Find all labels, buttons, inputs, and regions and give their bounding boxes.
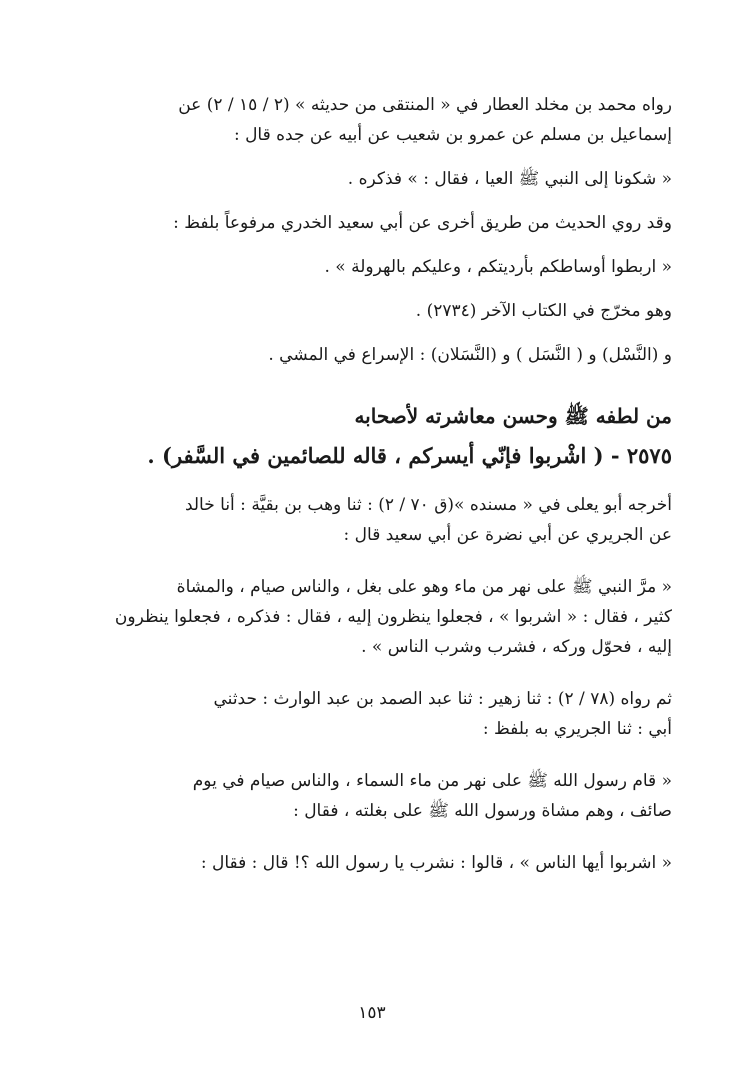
quotation-line: صائف ، وهم مشاة ورسول الله ﷺ على بغلته ، فقال : xyxy=(293,801,672,821)
quotation-line: « مرَّ النبي ﷺ على نهر من ماء وهو على بغل ، والناس صيام ، والمشاة xyxy=(176,577,672,597)
page-number: ١٥٣ xyxy=(358,1003,386,1023)
quotation-line: إليه ، فحوّل وركه ، فشرب وشرب الناس » . xyxy=(361,637,672,657)
paragraph-line: ثم رواه (٧٨ / ٢) : ثنا زهير : ثنا عبد الصمد بن عبد الوارث : حدثني xyxy=(213,689,672,709)
paragraph-line: وهو مخرّج في الكتاب الآخر (٢٧٣٤) . xyxy=(415,301,672,321)
quotation-line: « شكونا إلى النبي ﷺ العيا ، فقال : » فذكره . xyxy=(347,169,672,189)
section-heading: من لطفه ﷺ وحسن معاشرته لأصحابه xyxy=(354,404,672,428)
paragraph-line: أبي : ثنا الجريري به بلفظ : xyxy=(482,719,672,739)
paragraph-line: وقد روي الحديث من طريق أخرى عن أبي سعيد الخدري مرفوعاً بلفظ : xyxy=(173,213,672,233)
paragraph-line: أخرجه أبو يعلى في « مسنده »(ق ٧٠ / ٢) : ثنا وهب بن بقيَّة : أنا خالد xyxy=(184,495,672,515)
quotation-line: كثير ، فقال : « اشربوا » ، فجعلوا ينظرون إليه ، فقال : فذكره ، فجعلوا ينظرون xyxy=(114,607,672,627)
paragraph-line: عن الجريري عن أبي نضرة عن أبي سعيد قال : xyxy=(343,525,672,545)
quotation-line: « اربطوا أوساطكم بأرديتكم ، وعليكم بالهرولة » . xyxy=(324,257,672,277)
quotation-line: « قام رسول الله ﷺ على نهر من ماء السماء ، والناس صيام في يوم xyxy=(192,771,672,791)
quotation-line: « اشربوا أيها الناس » ، قالوا : نشرب يا رسول الله ؟! قال : فقال : xyxy=(200,853,672,873)
paragraph-line: إسماعيل بن مسلم عن عمرو بن شعيب عن أبيه عن جده قال : xyxy=(233,125,672,145)
paragraph-line: و (النَّسْل) و ( النَّسَل ) و (النَّسَلان) : الإسراع في المشي . xyxy=(268,345,672,365)
hadith-title: ٢٥٧٥ - ( اشْربوا فإنّي أيسركم ، قاله للصائمين في السَّفر) . xyxy=(147,443,672,468)
paragraph-line: رواه محمد بن مخلد العطار في « المنتقى من حديثه » (٢ / ١٥ / ٢) عن xyxy=(178,95,672,115)
page-body xyxy=(88,90,672,878)
